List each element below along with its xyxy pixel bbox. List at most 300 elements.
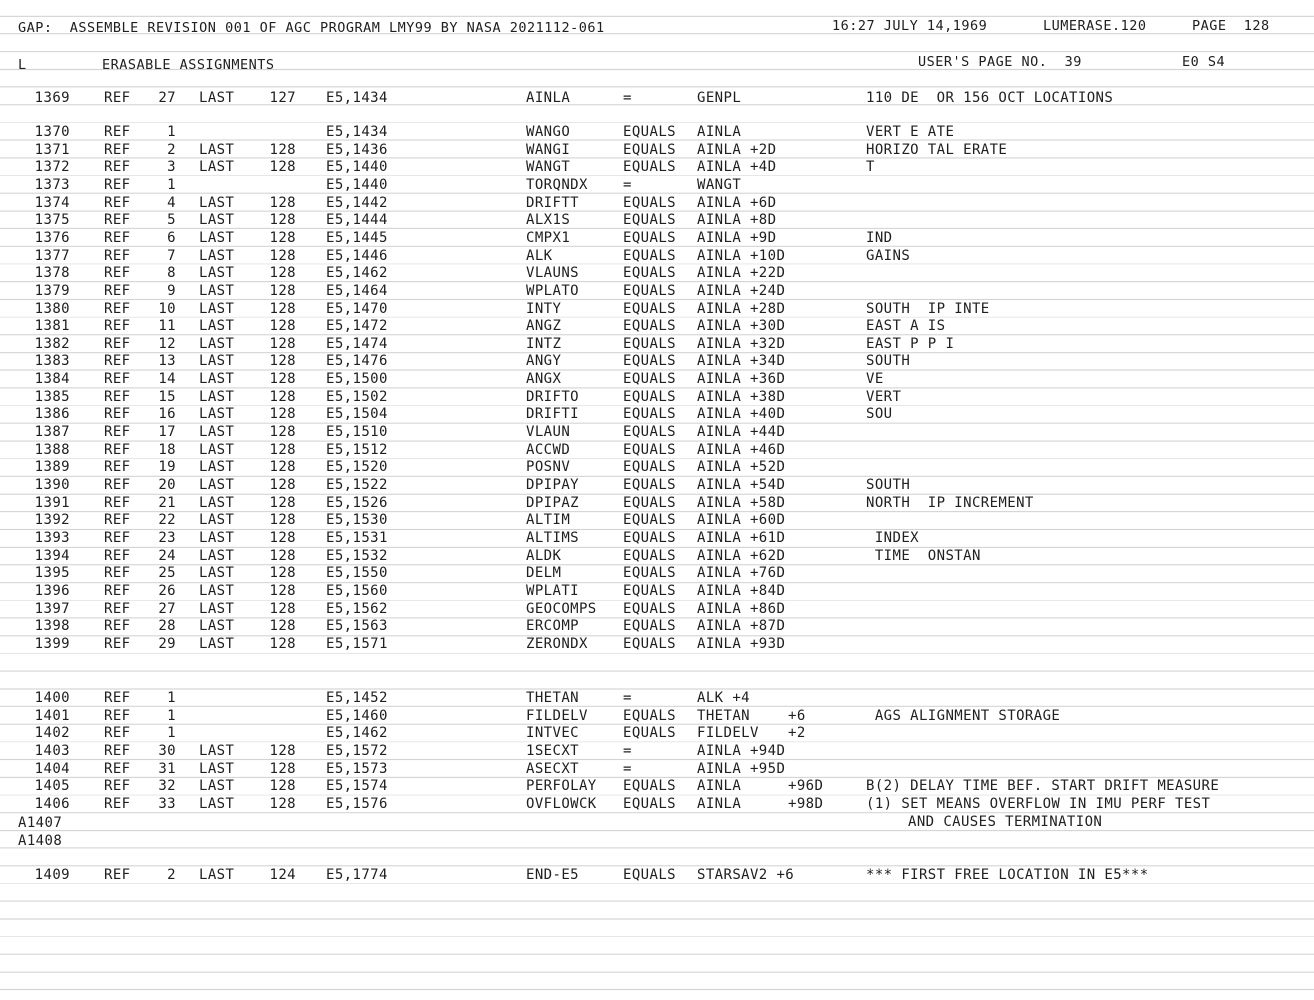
cell-n: 23 bbox=[158, 529, 176, 546]
cell-n: 1 bbox=[167, 176, 176, 193]
cell-base: AINLA bbox=[697, 778, 742, 795]
cell-op: = bbox=[623, 176, 632, 193]
cell-ref: REF bbox=[104, 477, 131, 493]
cell-n: 25 bbox=[158, 565, 176, 582]
cell-base: AINLA +8D bbox=[697, 212, 777, 229]
cell-op: EQUALS bbox=[623, 124, 676, 140]
cell-ref: REF bbox=[104, 618, 131, 635]
cell-sym: ASECXT bbox=[526, 760, 579, 777]
cell-ref: REF bbox=[104, 441, 131, 458]
cell-off: +98D bbox=[788, 795, 824, 812]
cell-sym: TORQNDX bbox=[526, 176, 588, 193]
cell-op: EQUALS bbox=[623, 300, 676, 317]
cell-op: EQUALS bbox=[623, 353, 676, 370]
cell-last: LAST bbox=[199, 867, 235, 883]
cell-ref: REF bbox=[104, 371, 131, 388]
cell-last: LAST bbox=[199, 90, 235, 106]
cell-sym: DPIPAZ bbox=[526, 494, 579, 511]
cell-base: AINLA +86D bbox=[697, 600, 786, 617]
cell-lastn: 128 bbox=[269, 247, 296, 264]
cell-last: LAST bbox=[199, 582, 235, 599]
cell-last: LAST bbox=[199, 318, 235, 335]
cell-line: 1374 bbox=[34, 194, 70, 211]
cell-cmt: VERT E ATE bbox=[866, 124, 955, 140]
cell-addr: E5,1510 bbox=[326, 424, 388, 441]
cell-op: EQUALS bbox=[623, 600, 676, 617]
cell-op: EQUALS bbox=[623, 778, 676, 795]
cell-base: STARSAV2 +6 bbox=[697, 867, 795, 883]
cell-line: A1408 bbox=[18, 833, 63, 849]
listing-row bbox=[0, 406, 1314, 424]
cell-addr: E5,1440 bbox=[326, 176, 388, 193]
cell-line: 1409 bbox=[34, 867, 70, 883]
cell-n: 14 bbox=[158, 371, 176, 388]
cell-line: 1399 bbox=[34, 635, 70, 652]
cell-line: 1370 bbox=[34, 124, 70, 140]
cell-op: EQUALS bbox=[623, 725, 676, 742]
cell-ref: REF bbox=[104, 600, 131, 617]
cell-base: AINLA +52D bbox=[697, 459, 786, 476]
cell-base: AINLA +93D bbox=[697, 635, 786, 652]
listing-row bbox=[0, 177, 1314, 195]
cell-n: 18 bbox=[158, 441, 176, 458]
cell-line: 1371 bbox=[34, 141, 70, 158]
cell-ref: REF bbox=[104, 159, 131, 176]
cell-addr: E5,1446 bbox=[326, 247, 388, 264]
cell-addr: E5,1474 bbox=[326, 335, 388, 352]
user-page-number: USER'S PAGE NO. 39 bbox=[918, 54, 1082, 70]
cell-lastn: 128 bbox=[269, 547, 296, 564]
cell-n: 27 bbox=[158, 90, 176, 106]
cell-addr: E5,1573 bbox=[326, 760, 388, 777]
listing-row bbox=[0, 867, 1314, 885]
cell-op: EQUALS bbox=[623, 477, 676, 493]
cell-cmt: EAST A IS bbox=[866, 318, 946, 335]
cell-op: EQUALS bbox=[623, 424, 676, 441]
cell-lastn: 128 bbox=[269, 229, 296, 246]
cell-op: EQUALS bbox=[623, 565, 676, 582]
cell-sym: POSNV bbox=[526, 459, 571, 476]
cell-n: 1 bbox=[167, 707, 176, 724]
listing-row bbox=[0, 159, 1314, 177]
cell-line: 1377 bbox=[34, 247, 70, 264]
cell-last: LAST bbox=[199, 529, 235, 546]
cell-cmt: INDEX bbox=[866, 529, 919, 546]
cell-cmt: AGS ALIGNMENT STORAGE bbox=[866, 707, 1061, 724]
listing-row bbox=[0, 530, 1314, 548]
cell-op: EQUALS bbox=[623, 194, 676, 211]
cell-lastn: 128 bbox=[269, 459, 296, 476]
cell-n: 5 bbox=[167, 212, 176, 229]
cell-cmt: NORTH IP INCREMENT bbox=[866, 494, 1034, 511]
cell-sym: INTZ bbox=[526, 335, 562, 352]
cell-addr: E5,1526 bbox=[326, 494, 388, 511]
cell-sym: VLAUNS bbox=[526, 265, 579, 282]
cell-lastn: 128 bbox=[269, 424, 296, 441]
cell-op: = bbox=[623, 690, 632, 706]
cell-base: AINLA +46D bbox=[697, 441, 786, 458]
comment-continuation: AND CAUSES TERMINATION bbox=[908, 813, 1103, 830]
cell-sym: WPLATI bbox=[526, 582, 579, 599]
cell-lastn: 128 bbox=[269, 300, 296, 317]
cell-line: 1400 bbox=[34, 690, 70, 706]
cell-cmt: VE bbox=[866, 371, 884, 388]
cell-addr: E5,1462 bbox=[326, 725, 388, 742]
cell-addr: E5,1464 bbox=[326, 282, 388, 299]
cell-op: EQUALS bbox=[623, 529, 676, 546]
cell-line: 1373 bbox=[34, 176, 70, 193]
cell-cmt: GAINS bbox=[866, 247, 911, 264]
cell-cmt: IND bbox=[866, 229, 893, 246]
cell-last: LAST bbox=[199, 247, 235, 264]
cell-sym: DRIFTT bbox=[526, 194, 579, 211]
cell-sym: DRIFTI bbox=[526, 406, 579, 423]
cell-base: AINLA +22D bbox=[697, 265, 786, 282]
cell-line: 1378 bbox=[34, 265, 70, 282]
cell-op: EQUALS bbox=[623, 229, 676, 246]
cell-lastn: 128 bbox=[269, 742, 296, 759]
cell-n: 16 bbox=[158, 406, 176, 423]
cell-lastn: 128 bbox=[269, 529, 296, 546]
cell-op: EQUALS bbox=[623, 247, 676, 264]
listing-row bbox=[0, 230, 1314, 248]
cell-op: EQUALS bbox=[623, 547, 676, 564]
cell-lastn: 128 bbox=[269, 141, 296, 158]
cell-op: EQUALS bbox=[623, 388, 676, 405]
cell-last: LAST bbox=[199, 335, 235, 352]
cell-line: 1387 bbox=[34, 424, 70, 441]
cell-op: EQUALS bbox=[623, 582, 676, 599]
cell-line: 1391 bbox=[34, 494, 70, 511]
listing-file: LUMERASE.120 bbox=[1043, 18, 1147, 34]
cell-lastn: 128 bbox=[269, 778, 296, 795]
cell-sym: ALTIM bbox=[526, 512, 571, 529]
cell-addr: E5,1434 bbox=[326, 90, 388, 106]
cell-ref: REF bbox=[104, 282, 131, 299]
cell-lastn: 128 bbox=[269, 600, 296, 617]
sheet-code: E0 S4 bbox=[1182, 54, 1226, 70]
cell-base: WANGT bbox=[697, 176, 742, 193]
cell-op: EQUALS bbox=[623, 282, 676, 299]
cell-sym: WANGI bbox=[526, 141, 571, 158]
cell-lastn: 128 bbox=[269, 159, 296, 176]
cell-last: LAST bbox=[199, 388, 235, 405]
cell-addr: E5,1531 bbox=[326, 529, 388, 546]
cell-sym: FILDELV bbox=[526, 707, 588, 724]
cell-last: LAST bbox=[199, 300, 235, 317]
listing-row bbox=[0, 283, 1314, 301]
cell-last: LAST bbox=[199, 760, 235, 777]
cell-n: 24 bbox=[158, 547, 176, 564]
cell-line: 1395 bbox=[34, 565, 70, 582]
listing-row bbox=[0, 477, 1314, 495]
cell-off: +2 bbox=[788, 725, 806, 742]
cell-base: AINLA +44D bbox=[697, 424, 786, 441]
cell-ref: REF bbox=[104, 353, 131, 370]
cell-op: EQUALS bbox=[623, 494, 676, 511]
page-number: PAGE 128 bbox=[1192, 18, 1270, 34]
cell-base: AINLA +95D bbox=[697, 760, 786, 777]
cell-sym: ALX1S bbox=[526, 212, 571, 229]
cell-n: 26 bbox=[158, 582, 176, 599]
cell-sym: AINLA bbox=[526, 90, 571, 106]
cell-base: AINLA +9D bbox=[697, 229, 777, 246]
cell-last: LAST bbox=[199, 459, 235, 476]
cell-n: 30 bbox=[158, 742, 176, 759]
cell-sym: OVFLOWCK bbox=[526, 795, 597, 812]
cell-ref: REF bbox=[104, 547, 131, 564]
cell-sym: DPIPAY bbox=[526, 477, 579, 493]
cell-ref: REF bbox=[104, 90, 131, 106]
cell-ref: REF bbox=[104, 194, 131, 211]
cell-line: 1386 bbox=[34, 406, 70, 423]
cell-addr: E5,1560 bbox=[326, 582, 388, 599]
cell-sym: ZERONDX bbox=[526, 635, 588, 652]
cell-addr: E5,1442 bbox=[326, 194, 388, 211]
cell-cmt: VERT bbox=[866, 388, 902, 405]
cell-addr: E5,1462 bbox=[326, 265, 388, 282]
cell-ref: REF bbox=[104, 388, 131, 405]
cell-line: 1388 bbox=[34, 441, 70, 458]
cell-op: = bbox=[623, 90, 632, 106]
listing-row bbox=[0, 778, 1314, 796]
cell-line: 1405 bbox=[34, 778, 70, 795]
cell-cmt: TIME ONSTAN bbox=[866, 547, 981, 564]
cell-cmt: SOUTH bbox=[866, 353, 911, 370]
cell-n: 29 bbox=[158, 635, 176, 652]
listing-row bbox=[0, 424, 1314, 442]
cell-last: LAST bbox=[199, 565, 235, 582]
cell-lastn: 128 bbox=[269, 635, 296, 652]
cell-sym: ANGX bbox=[526, 371, 562, 388]
cell-sym: INTY bbox=[526, 300, 562, 317]
cell-base: AINLA +10D bbox=[697, 247, 786, 264]
cell-addr: E5,1574 bbox=[326, 778, 388, 795]
cell-last: LAST bbox=[199, 141, 235, 158]
cell-ref: REF bbox=[104, 212, 131, 229]
listing-row bbox=[0, 815, 1314, 833]
cell-base: AINLA +94D bbox=[697, 742, 786, 759]
cell-ref: REF bbox=[104, 795, 131, 812]
cell-lastn: 128 bbox=[269, 194, 296, 211]
cell-cmt: SOUTH IP INTE bbox=[866, 300, 990, 317]
cell-last: LAST bbox=[199, 618, 235, 635]
cell-base: AINLA bbox=[697, 124, 742, 140]
cell-cmt: *** FIRST FREE LOCATION IN E5*** bbox=[866, 867, 1149, 883]
cell-off: +96D bbox=[788, 778, 824, 795]
cell-ref: REF bbox=[104, 459, 131, 476]
listing-row bbox=[0, 90, 1314, 108]
listing-row bbox=[0, 548, 1314, 566]
cell-lastn: 128 bbox=[269, 353, 296, 370]
cell-line: 1381 bbox=[34, 318, 70, 335]
cell-last: LAST bbox=[199, 778, 235, 795]
listing-row bbox=[0, 708, 1314, 726]
cell-ref: REF bbox=[104, 760, 131, 777]
cell-base: AINLA +38D bbox=[697, 388, 786, 405]
cell-base: AINLA +62D bbox=[697, 547, 786, 564]
cell-addr: E5,1530 bbox=[326, 512, 388, 529]
cell-n: 3 bbox=[167, 159, 176, 176]
section-title: ERASABLE ASSIGNMENTS bbox=[102, 57, 275, 73]
cell-last: LAST bbox=[199, 212, 235, 229]
cell-line: 1394 bbox=[34, 547, 70, 564]
listing-row bbox=[0, 495, 1314, 513]
listing-row bbox=[0, 512, 1314, 530]
cell-line: 1380 bbox=[34, 300, 70, 317]
cell-line: 1392 bbox=[34, 512, 70, 529]
cell-op: EQUALS bbox=[623, 512, 676, 529]
cell-base: AINLA +28D bbox=[697, 300, 786, 317]
cell-addr: E5,1572 bbox=[326, 742, 388, 759]
listing-row bbox=[0, 336, 1314, 354]
listing-row bbox=[0, 142, 1314, 160]
cell-lastn: 128 bbox=[269, 582, 296, 599]
listing-title: GAP: ASSEMBLE REVISION 001 OF AGC PROGRAM LMY99 BY NASA 2021112-061 bbox=[18, 20, 605, 36]
listing-row bbox=[0, 833, 1314, 851]
cell-addr: E5,1550 bbox=[326, 565, 388, 582]
cell-line: 1385 bbox=[34, 388, 70, 405]
cell-ref: REF bbox=[104, 778, 131, 795]
cell-base: AINLA +32D bbox=[697, 335, 786, 352]
cell-sym: END-E5 bbox=[526, 867, 579, 883]
cell-n: 4 bbox=[167, 194, 176, 211]
cell-lastn: 128 bbox=[269, 371, 296, 388]
cell-lastn: 127 bbox=[269, 90, 296, 106]
cell-op: EQUALS bbox=[623, 371, 676, 388]
cell-sym: ALK bbox=[526, 247, 553, 264]
listing-row bbox=[0, 442, 1314, 460]
cell-op: EQUALS bbox=[623, 335, 676, 352]
cell-ref: REF bbox=[104, 867, 131, 883]
cell-addr: E5,1504 bbox=[326, 406, 388, 423]
cell-ref: REF bbox=[104, 582, 131, 599]
cell-sym: PERFOLAY bbox=[526, 778, 597, 795]
cell-line: 1379 bbox=[34, 282, 70, 299]
cell-sym: ANGY bbox=[526, 353, 562, 370]
cell-line: 1397 bbox=[34, 600, 70, 617]
cell-sym: VLAUN bbox=[526, 424, 571, 441]
cell-addr: E5,1774 bbox=[326, 867, 388, 883]
listing-row bbox=[0, 636, 1314, 654]
cell-line: 1382 bbox=[34, 335, 70, 352]
cell-op: EQUALS bbox=[623, 795, 676, 812]
cell-sym: INTVEC bbox=[526, 725, 579, 742]
cell-last: LAST bbox=[199, 547, 235, 564]
cell-last: LAST bbox=[199, 406, 235, 423]
cell-n: 31 bbox=[158, 760, 176, 777]
cell-base: AINLA +60D bbox=[697, 512, 786, 529]
cell-line: 1389 bbox=[34, 459, 70, 476]
cell-base: AINLA +6D bbox=[697, 194, 777, 211]
cell-addr: E5,1502 bbox=[326, 388, 388, 405]
cell-line: 1369 bbox=[34, 90, 70, 106]
listing-row bbox=[0, 601, 1314, 619]
cell-op: EQUALS bbox=[623, 265, 676, 282]
cell-n: 11 bbox=[158, 318, 176, 335]
cell-cmt: SOU bbox=[866, 406, 893, 423]
cell-addr: E5,1444 bbox=[326, 212, 388, 229]
cell-n: 8 bbox=[167, 265, 176, 282]
cell-addr: E5,1562 bbox=[326, 600, 388, 617]
cell-lastn: 128 bbox=[269, 318, 296, 335]
cell-ref: REF bbox=[104, 124, 131, 140]
cell-lastn: 128 bbox=[269, 512, 296, 529]
cell-addr: E5,1500 bbox=[326, 371, 388, 388]
cell-last: LAST bbox=[199, 512, 235, 529]
cell-addr: E5,1476 bbox=[326, 353, 388, 370]
cell-op: = bbox=[623, 760, 632, 777]
cell-lastn: 128 bbox=[269, 494, 296, 511]
cell-n: 10 bbox=[158, 300, 176, 317]
listing-row bbox=[0, 301, 1314, 319]
listing-row bbox=[0, 459, 1314, 477]
cell-ref: REF bbox=[104, 335, 131, 352]
cell-base: FILDELV bbox=[697, 725, 759, 742]
cell-cmt: EAST P P I bbox=[866, 335, 955, 352]
cell-n: 12 bbox=[158, 335, 176, 352]
listing-row bbox=[0, 212, 1314, 230]
cell-off: +6 bbox=[788, 707, 806, 724]
cell-sym: ALDK bbox=[526, 547, 562, 564]
cell-lastn: 128 bbox=[269, 618, 296, 635]
cell-n: 1 bbox=[167, 124, 176, 140]
cell-line: A1407 bbox=[18, 815, 63, 831]
cell-base: ALK +4 bbox=[697, 690, 750, 706]
cell-last: LAST bbox=[199, 159, 235, 176]
cell-last: LAST bbox=[199, 371, 235, 388]
cell-cmt: HORIZO TAL ERATE bbox=[866, 141, 1008, 158]
cell-cmt: T bbox=[866, 159, 875, 176]
cell-sym: CMPX1 bbox=[526, 229, 571, 246]
cell-lastn: 128 bbox=[269, 335, 296, 352]
cell-last: LAST bbox=[199, 494, 235, 511]
cell-base: AINLA +58D bbox=[697, 494, 786, 511]
listing-row bbox=[0, 583, 1314, 601]
cell-base: THETAN bbox=[697, 707, 750, 724]
cell-ref: REF bbox=[104, 742, 131, 759]
cell-op: EQUALS bbox=[623, 459, 676, 476]
cell-last: LAST bbox=[199, 477, 235, 493]
cell-last: LAST bbox=[199, 353, 235, 370]
cell-ref: REF bbox=[104, 247, 131, 264]
cell-lastn: 128 bbox=[269, 477, 296, 493]
listing-row bbox=[0, 796, 1314, 814]
cell-ref: REF bbox=[104, 424, 131, 441]
cell-addr: E5,1436 bbox=[326, 141, 388, 158]
cell-lastn: 128 bbox=[269, 406, 296, 423]
cell-addr: E5,1520 bbox=[326, 459, 388, 476]
cell-lastn: 124 bbox=[269, 867, 296, 883]
cell-cmt: (1) SET MEANS OVERFLOW IN IMU PERF TEST bbox=[866, 795, 1211, 812]
listing-row bbox=[0, 690, 1314, 708]
cell-lastn: 128 bbox=[269, 388, 296, 405]
cell-addr: E5,1563 bbox=[326, 618, 388, 635]
cell-sym: WANGT bbox=[526, 159, 571, 176]
cell-cmt: B(2) DELAY TIME BEF. START DRIFT MEASURE bbox=[866, 778, 1220, 795]
cell-n: 27 bbox=[158, 600, 176, 617]
cell-line: 1401 bbox=[34, 707, 70, 724]
cell-lastn: 128 bbox=[269, 795, 296, 812]
cell-base: AINLA +54D bbox=[697, 477, 786, 493]
cell-op: EQUALS bbox=[623, 318, 676, 335]
listing-row bbox=[0, 761, 1314, 779]
cell-n: 32 bbox=[158, 778, 176, 795]
cell-line: 1372 bbox=[34, 159, 70, 176]
cell-n: 13 bbox=[158, 353, 176, 370]
cell-addr: E5,1445 bbox=[326, 229, 388, 246]
cell-last: LAST bbox=[199, 424, 235, 441]
